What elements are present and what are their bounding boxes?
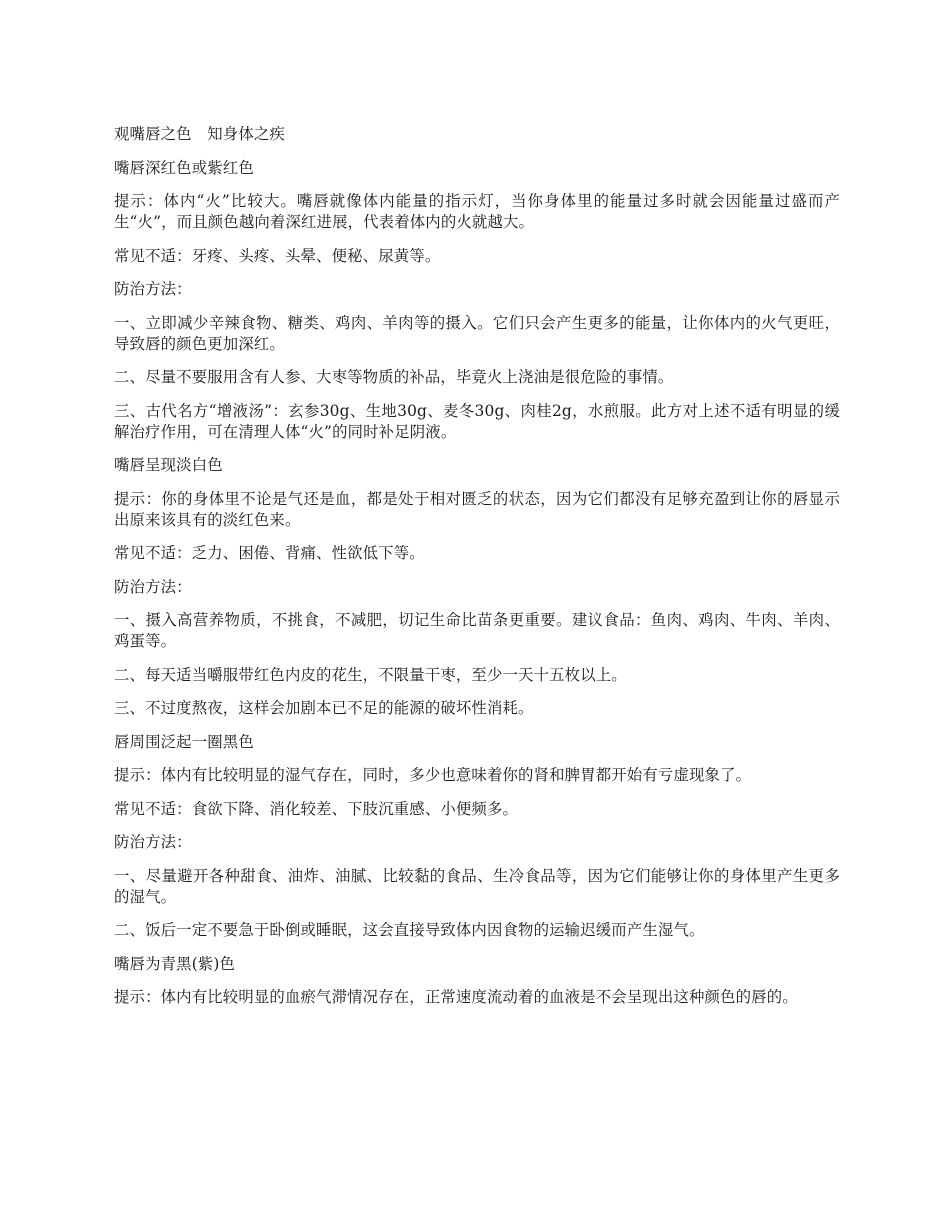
section-heading: 嘴唇深红色或紫红色 bbox=[114, 158, 254, 177]
paragraph: 提示：体内有比较明显的湿气存在，同时，多少也意味着你的肾和脾胃都开始有亏虚现象了。 bbox=[114, 766, 752, 784]
paragraph: 常见不适：牙疼、头疼、头晕、便秘、尿黄等。 bbox=[114, 246, 441, 265]
paragraph: 常见不适：食欲下降、消化较差、下肢沉重感、小便频多。 bbox=[114, 799, 519, 818]
paragraph: 一、摄入高营养物质，不挑食，不减肥，切记生命比苗条更重要。建议食品：鱼肉、鸡肉、牛肉、羊肉、鸡蛋等。 bbox=[114, 611, 840, 650]
paragraph: 二、尽量不要服用含有人参、大枣等物质的补品，毕竟火上浇油是很危险的事情。 bbox=[114, 368, 674, 386]
paragraph: 防治方法： bbox=[114, 280, 192, 298]
paragraph: 提示：体内有比较明显的血瘀气滞情况存在，正常速度流动着的血液是不会呈现出这种颜色的唇的。 bbox=[114, 988, 798, 1006]
section-heading: 嘴唇为青黑(紫)色 bbox=[114, 954, 236, 973]
paragraph: 二、每天适当嚼服带红色内皮的花生，不限量干枣，至少一天十五枚以上。 bbox=[114, 665, 627, 684]
paragraph: 防治方法： bbox=[114, 833, 192, 851]
paragraph: 提示：体内“火”比较大。嘴唇就像体内能量的指示灯，当你身体里的能量过多时就会因能量过盛而产生“火”，而且颜色越向着深红进展，代表着体内的火就越大。 bbox=[114, 192, 840, 231]
paragraph: 一、立即减少辛辣食物、糖类、鸡肉、羊肉等的摄入。它们只会产生更多的能量，让你体内的火气更旺，导致唇的颜色更加深红。 bbox=[114, 313, 840, 353]
document-title: 观嘴唇之色 知身体之疾 bbox=[114, 125, 285, 143]
paragraph: 二、饭后一定不要急于卧倒或睡眠，这会直接导致体内因食物的运输迟缓而产生湿气。 bbox=[114, 921, 705, 939]
paragraph: 提示：你的身体里不论是气还是血，都是处于相对匮乏的状态，因为它们都没有足够充盈到让你的唇显示出原来该具有的淡红色来。 bbox=[114, 489, 840, 529]
paragraph: 一、尽量避开各种甜食、油炸、油腻、比较黏的食品、生冷食品等，因为它们能够让你的身体里产生更多的湿气。 bbox=[114, 866, 840, 906]
paragraph: 三、古代名方“增液汤”：玄参30g、生地30g、麦冬30g、肉桂2g，水煎服。此方对上述不适有明显的缓解治疗作用，可在清理人体“火”的同时补足阴液。 bbox=[114, 401, 840, 441]
section-heading: 唇周围泛起一圈黑色 bbox=[114, 732, 254, 751]
paragraph: 防治方法： bbox=[114, 577, 192, 596]
paragraph: 常见不适：乏力、困倦、背痛、性欲低下等。 bbox=[114, 544, 425, 562]
paragraph: 三、不过度熬夜，这样会加剧本已不足的能源的破坏性消耗。 bbox=[114, 699, 534, 717]
section-heading: 嘴唇呈现淡白色 bbox=[114, 456, 223, 474]
